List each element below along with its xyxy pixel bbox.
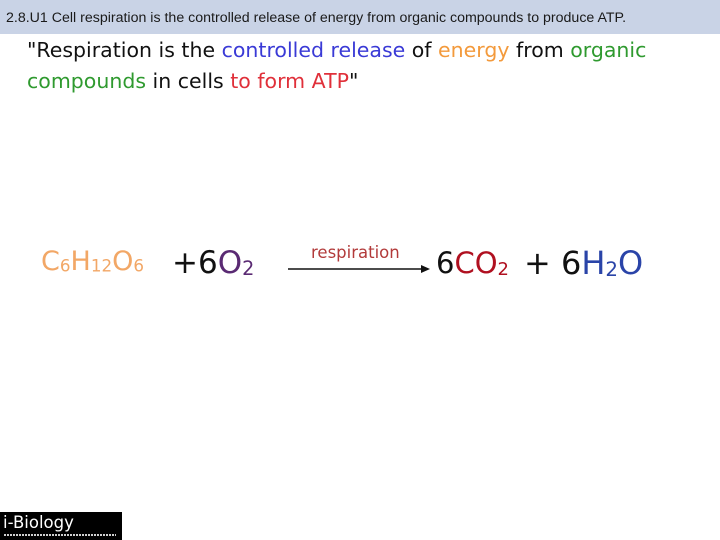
water-formula: $H_2O$ — [581, 244, 644, 282]
definition-segment: controlled release — [221, 38, 406, 62]
glucose-formula: $C_6H_{12}O_6$ — [41, 246, 145, 277]
oxygen-term: $+6O_2$ — [172, 245, 255, 281]
logo-text: i-Biology — [3, 513, 74, 532]
oxygen-formula: $O_2$ — [217, 245, 255, 281]
reaction-arrow — [288, 264, 430, 274]
logo-tagline-strip — [4, 534, 116, 536]
respiration-equation — [0, 240, 720, 300]
definition-segment: to form ATP — [230, 69, 349, 93]
definition-segment: of — [405, 38, 439, 62]
definition-segment: energy — [438, 38, 510, 62]
carbon-dioxide-term: $6CO_2$ — [436, 246, 509, 280]
title-bar — [0, 0, 720, 34]
carbon-dioxide-formula: $CO_2$ — [454, 246, 509, 280]
i-biology-logo — [0, 512, 122, 540]
slide-title: 2.8.U1 Cell respiration is the controlled release of energy from organic compounds to produce ATP. — [6, 10, 627, 26]
definition-segment: from — [509, 38, 571, 62]
water-term: + $6H_2O$ — [524, 244, 644, 282]
arrow-label: respiration — [311, 243, 400, 262]
definition-segment: "Respiration is the — [27, 38, 222, 62]
respiration-definition — [27, 35, 707, 97]
definition-segment: " — [348, 69, 359, 93]
definition-segment: organic compounds — [27, 38, 647, 93]
definition-segment: in cells — [146, 69, 231, 93]
